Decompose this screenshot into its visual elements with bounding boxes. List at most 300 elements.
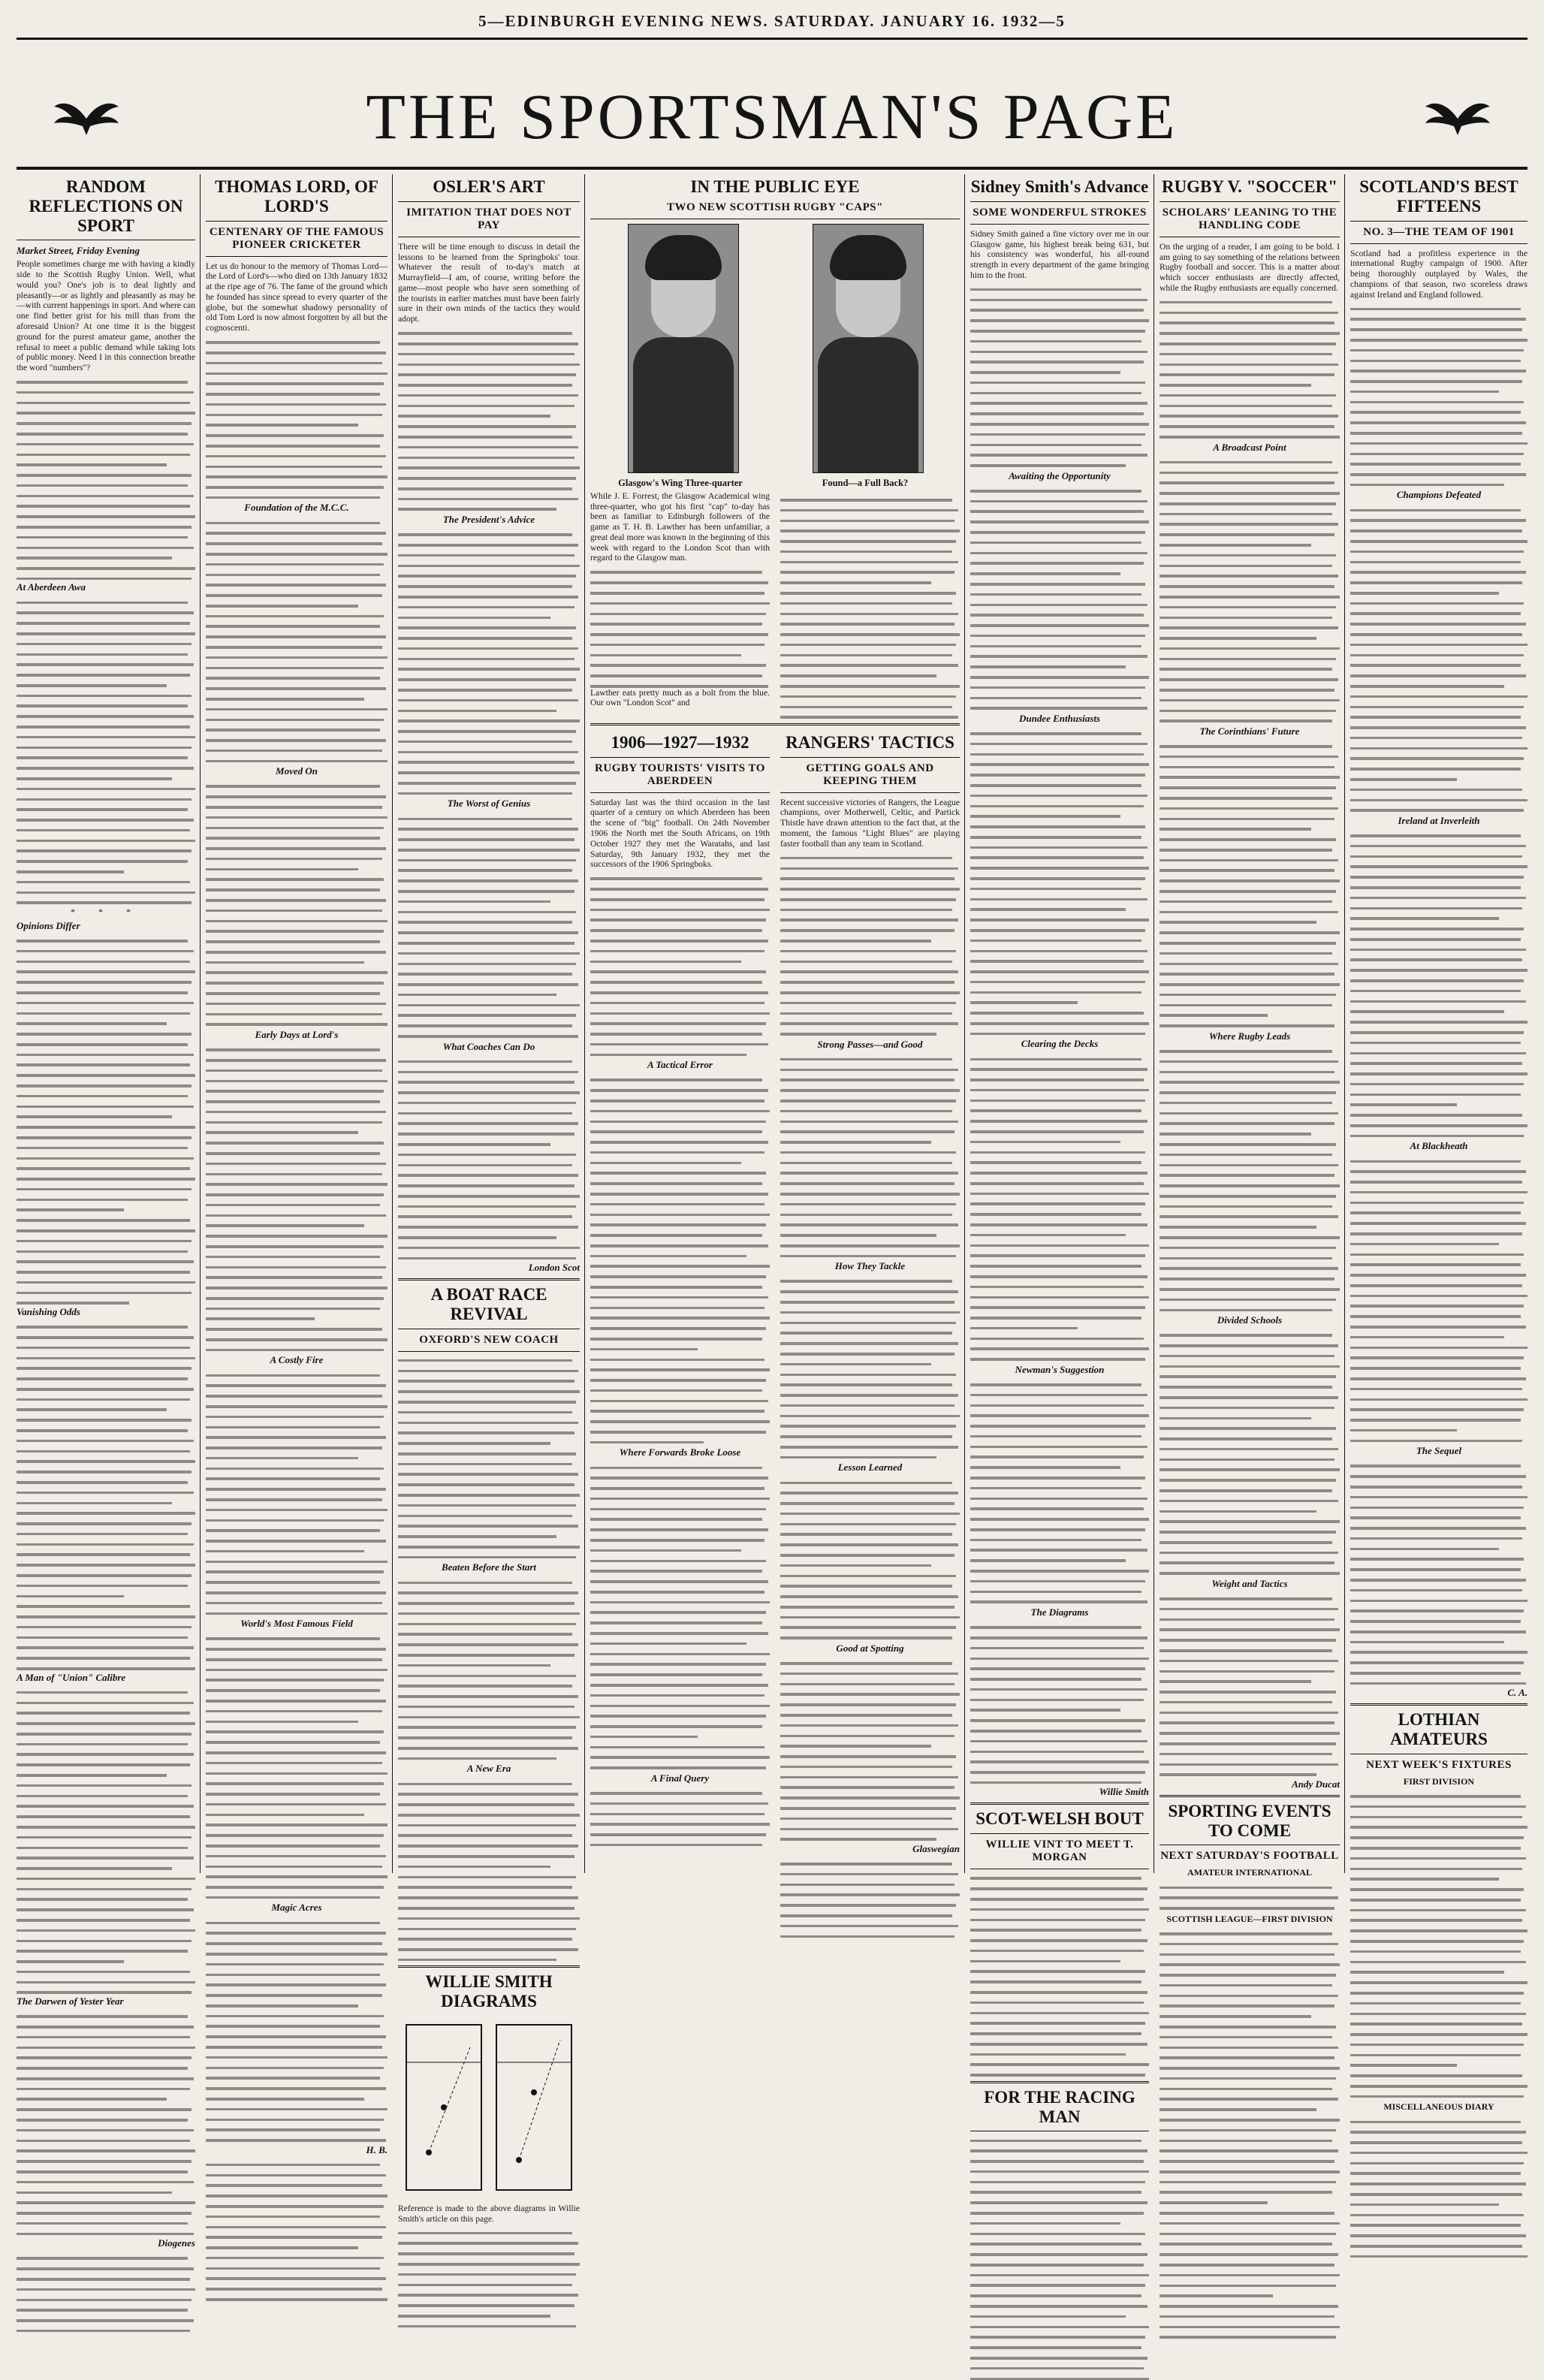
article-subhead: IMITATION THAT DOES NOT PAY	[398, 207, 580, 232]
text-line	[206, 951, 386, 954]
text-line	[970, 1667, 1145, 1670]
text-line	[206, 522, 380, 525]
text-line	[206, 687, 386, 690]
text-line	[206, 542, 382, 545]
text-line	[398, 1236, 556, 1239]
text-line	[206, 2004, 358, 2007]
text-line	[17, 2026, 194, 2029]
text-line	[1350, 2054, 1521, 2057]
text-line	[17, 2299, 191, 2302]
text-line	[1350, 1419, 1521, 1422]
text-line	[1350, 695, 1527, 698]
text-line	[590, 1705, 770, 1708]
text-line	[17, 2067, 188, 2070]
text-line	[398, 1716, 580, 1719]
text-line	[1350, 623, 1526, 626]
text-line	[206, 961, 364, 964]
text-line	[206, 382, 384, 385]
text-line	[1160, 1195, 1336, 1198]
text-line	[206, 393, 380, 396]
text-line	[1160, 353, 1332, 356]
text-line	[206, 2298, 388, 2301]
text-line	[1160, 2201, 1268, 2204]
text-line	[1160, 1174, 1334, 1177]
text-line	[590, 1193, 768, 1196]
text-line	[17, 695, 191, 698]
section-heading: Clearing the Decks	[970, 1038, 1149, 1050]
text-line	[398, 1938, 572, 1941]
text-line	[970, 1919, 1145, 1922]
text-line	[206, 2226, 386, 2229]
text-line	[780, 1151, 956, 1154]
text-line	[1160, 2108, 1316, 2111]
article-text	[206, 1637, 388, 1899]
text-line	[780, 1893, 960, 1896]
text-line	[206, 1349, 384, 1352]
text-line	[780, 1513, 960, 1516]
text-line	[1350, 1527, 1526, 1530]
text-line	[1160, 1257, 1332, 1260]
text-line	[17, 970, 195, 973]
text-line	[398, 1907, 574, 1910]
text-line	[17, 1302, 129, 1305]
text-line	[970, 774, 1145, 777]
text-line	[780, 1033, 936, 1036]
text-line	[780, 1172, 958, 1175]
text-line	[970, 392, 1141, 395]
text-line	[970, 2243, 1141, 2246]
text-line	[780, 1935, 954, 1938]
text-line	[970, 815, 1120, 818]
text-line	[1160, 994, 1336, 997]
text-line	[17, 961, 190, 964]
text-line	[206, 1529, 380, 1532]
section-heading: Weight and Tactics	[1160, 1578, 1340, 1590]
text-line	[17, 1199, 188, 1202]
text-line	[1160, 828, 1311, 831]
text-line	[970, 1699, 1144, 1702]
text-line	[206, 2119, 384, 2122]
text-line	[17, 578, 191, 581]
text-line	[1160, 606, 1336, 609]
text-line	[206, 1245, 384, 1248]
text-line	[206, 1059, 386, 1062]
text-line	[780, 1435, 952, 1438]
text-line	[780, 1585, 952, 1588]
text-line	[970, 1265, 1141, 1268]
text-line	[1160, 513, 1332, 516]
text-line	[970, 624, 1149, 627]
text-line	[17, 2119, 188, 2122]
text-line	[17, 1471, 191, 1474]
article-text	[206, 2164, 388, 2301]
text-line	[590, 1823, 770, 1826]
text-line	[590, 898, 764, 901]
text-line	[780, 1404, 954, 1407]
article-subhead: CENTENARY OF THE FAMOUS PIONEER CRICKETER	[206, 226, 388, 252]
text-line	[206, 563, 384, 566]
text-line	[970, 1234, 1126, 1237]
text-line	[780, 1162, 952, 1165]
text-line	[1350, 1537, 1522, 1540]
text-line	[398, 477, 576, 480]
text-line	[970, 2074, 1145, 2077]
text-line	[780, 520, 954, 523]
text-line	[17, 1063, 190, 1066]
text-line	[17, 1867, 172, 1870]
text-line	[206, 403, 386, 406]
article-text	[17, 381, 195, 580]
text-line	[970, 1591, 1141, 1594]
text-line	[206, 434, 384, 437]
text-line	[17, 1702, 194, 1705]
text-line	[1160, 1309, 1332, 1312]
text-line	[780, 1002, 956, 1005]
text-line	[398, 554, 574, 557]
article-text	[398, 1359, 580, 1558]
text-line	[1350, 1170, 1526, 1173]
text-line	[1160, 481, 1334, 484]
text-line	[1350, 949, 1526, 952]
text-line	[17, 1971, 190, 1974]
text-line	[970, 2264, 1144, 2267]
text-line	[780, 1745, 931, 1748]
text-line	[970, 1109, 1141, 1112]
text-line	[1160, 472, 1338, 475]
text-line	[1160, 963, 1338, 966]
text-line	[17, 2149, 195, 2152]
text-line	[590, 1539, 764, 1542]
text-line	[398, 1473, 578, 1476]
text-line	[780, 1383, 952, 1386]
text-line	[1350, 2182, 1526, 2185]
text-line	[780, 1606, 954, 1609]
text-line	[970, 1636, 1147, 1639]
text-line	[590, 602, 770, 605]
section-heading: A Man of "Union" Calibre	[17, 1672, 195, 1684]
text-line	[1160, 596, 1340, 599]
text-line	[970, 846, 1147, 849]
section-heading: Early Days at Lord's	[206, 1029, 388, 1041]
section-heading: Divided Schools	[1160, 1314, 1340, 1326]
text-line	[398, 1654, 574, 1657]
text-line	[590, 623, 762, 626]
text-line	[1350, 318, 1526, 321]
text-line	[398, 1494, 580, 1497]
article-text	[1160, 301, 1340, 439]
text-line	[1160, 2212, 1334, 2215]
text-line	[780, 1244, 960, 1247]
text-line	[1160, 2243, 1332, 2246]
text-line	[780, 1502, 954, 1505]
text-line	[17, 1450, 190, 1453]
text-line	[398, 457, 574, 460]
text-line	[970, 433, 1145, 436]
text-line	[1350, 1083, 1524, 1086]
text-line	[1160, 1763, 1338, 1766]
text-line	[1350, 391, 1499, 394]
text-line	[17, 1481, 188, 1484]
text-line	[780, 929, 954, 932]
text-line	[780, 695, 956, 698]
text-line	[206, 2015, 384, 2018]
text-line	[206, 847, 386, 850]
article-text	[398, 1060, 580, 1259]
text-line	[1160, 1344, 1338, 1347]
text-line	[398, 1463, 572, 1466]
text-line	[206, 584, 386, 587]
text-line	[780, 1130, 954, 1133]
text-line	[206, 2067, 384, 2070]
text-line	[590, 1580, 768, 1583]
text-line	[590, 633, 768, 636]
text-line	[206, 1669, 388, 1672]
text-line	[17, 1188, 191, 1191]
text-line	[970, 707, 1147, 710]
text-line	[206, 2046, 382, 2049]
text-line	[590, 970, 766, 973]
section-heading: The Corinthians' Future	[1160, 725, 1340, 738]
text-line	[970, 1970, 1145, 1973]
text-line	[206, 1581, 380, 1584]
text-line	[17, 1636, 188, 1639]
text-line	[17, 1991, 191, 1994]
text-line	[206, 1823, 388, 1826]
text-line	[590, 1420, 770, 1423]
text-line	[1350, 1160, 1521, 1163]
text-line	[780, 1022, 958, 1025]
text-line	[1160, 1060, 1338, 1063]
text-line	[1350, 876, 1524, 879]
text-line	[780, 1616, 960, 1619]
text-line	[970, 1100, 1145, 1103]
text-line	[970, 856, 1144, 859]
text-line	[206, 1875, 388, 1878]
text-line	[17, 1347, 190, 1350]
text-line	[780, 919, 958, 922]
folio-rule	[17, 38, 1527, 40]
text-line	[206, 646, 382, 649]
text-line	[780, 909, 952, 912]
text-line	[1160, 2140, 1332, 2143]
text-line	[970, 1549, 1147, 1552]
text-line	[206, 677, 380, 680]
text-line	[780, 1012, 952, 1015]
text-line	[17, 653, 188, 656]
text-line	[970, 371, 1120, 374]
text-line	[206, 909, 382, 912]
text-line	[398, 741, 572, 744]
article-text	[780, 1058, 960, 1257]
text-line	[590, 981, 762, 984]
text-line	[970, 2315, 1126, 2318]
text-line	[590, 1663, 766, 1666]
text-line	[17, 526, 191, 529]
text-line	[398, 1452, 576, 1455]
text-line	[1160, 1953, 1334, 1956]
text-line	[17, 1615, 195, 1618]
text-line	[1160, 756, 1338, 759]
text-line	[206, 1416, 384, 1419]
text-line	[398, 838, 574, 841]
text-line	[970, 490, 1141, 493]
text-line	[780, 991, 960, 994]
text-line	[970, 531, 1145, 534]
text-line	[1350, 1888, 1524, 1891]
text-line	[970, 1688, 1147, 1691]
text-line	[206, 982, 384, 985]
text-line	[780, 877, 954, 880]
text-line	[206, 1814, 364, 1817]
text-line	[398, 1876, 576, 1879]
text-line	[398, 1431, 574, 1434]
text-line	[398, 2252, 574, 2255]
text-line	[398, 719, 580, 722]
player-photos	[590, 224, 960, 487]
text-line	[1160, 1932, 1332, 1935]
text-line	[206, 1023, 388, 1026]
section-heading: The Darwen of Yester Year	[17, 1995, 195, 2007]
text-line	[1350, 1243, 1499, 1246]
text-line	[1160, 1468, 1340, 1471]
text-line	[398, 2273, 576, 2276]
text-line	[17, 2191, 172, 2194]
text-line	[398, 1380, 574, 1383]
text-line	[17, 2309, 188, 2312]
text-line	[206, 1983, 386, 1986]
article-text	[206, 1048, 388, 1351]
text-line	[1350, 1805, 1526, 1808]
text-line	[17, 515, 195, 518]
article-text	[206, 1374, 388, 1615]
text-line	[1160, 1396, 1338, 1399]
text-line	[17, 2160, 191, 2163]
text-line	[398, 1154, 576, 1157]
text-line	[206, 594, 382, 597]
text-line	[970, 1781, 1141, 1784]
text-line	[398, 921, 572, 924]
text-line	[780, 1374, 956, 1377]
text-line	[780, 623, 954, 626]
text-line	[1160, 502, 1336, 505]
text-line	[780, 1786, 954, 1789]
text-line	[970, 2233, 1145, 2236]
text-line	[1160, 1417, 1311, 1420]
text-line	[970, 402, 1147, 405]
text-line	[970, 382, 1145, 385]
text-line	[590, 1043, 768, 1046]
fixture-list	[1350, 2121, 1527, 2258]
text-line	[206, 2077, 380, 2080]
text-line	[1160, 1448, 1338, 1451]
fixture-heading: FIRST DIVISION	[1350, 1776, 1527, 1787]
text-line	[970, 1275, 1147, 1278]
text-line	[1350, 432, 1522, 435]
text-line	[1350, 1263, 1521, 1266]
text-line	[1160, 1277, 1334, 1280]
text-line	[206, 2087, 386, 2090]
text-line	[1160, 710, 1336, 713]
text-line	[970, 1347, 1149, 1350]
article-lead: While J. E. Forrest, the Glasgow Academical wing three-quarter, who got his first "cap" to-day has been as familiar to Edinburgh followers of the game as T. H. B. Lawther has been unfamiliar, a great deal more was known in the beginning of this week with regard to the London Scot than with regard to the Glasgow man.	[590, 491, 770, 563]
text-line	[970, 2274, 1149, 2277]
text-line	[1160, 2264, 1334, 2267]
text-line	[17, 2015, 188, 2018]
text-line	[1160, 1680, 1311, 1683]
text-line	[780, 888, 960, 891]
text-line	[1160, 1510, 1316, 1513]
text-line	[1350, 1600, 1527, 1603]
text-line	[17, 1398, 190, 1401]
text-line	[1160, 983, 1340, 986]
text-line	[780, 1904, 956, 1907]
text-line	[398, 1793, 578, 1796]
fixture-list	[1160, 1932, 1340, 2339]
text-line	[17, 2222, 188, 2225]
article-text	[780, 1280, 960, 1458]
text-line	[17, 1440, 194, 1443]
text-line	[970, 940, 1141, 943]
text-line	[590, 1151, 764, 1154]
snooker-diagrams	[398, 2017, 580, 2198]
text-line	[1160, 1753, 1332, 1756]
text-line	[1160, 1552, 1338, 1555]
text-line	[1350, 509, 1521, 512]
text-line	[1350, 2023, 1522, 2026]
text-line	[1160, 384, 1311, 387]
text-line	[1160, 1154, 1332, 1157]
text-line	[17, 1774, 167, 1777]
text-line	[1160, 1133, 1311, 1136]
text-line	[206, 2139, 386, 2142]
text-line	[970, 1991, 1147, 1994]
text-line	[590, 1012, 770, 1015]
text-line	[398, 394, 578, 397]
text-line	[398, 1515, 572, 1518]
article-headline: RANGERS' TACTICS	[780, 733, 960, 753]
text-line	[398, 1122, 578, 1125]
text-line	[970, 763, 1149, 766]
text-line	[1350, 2255, 1527, 2258]
text-line	[780, 1203, 956, 1206]
text-line	[970, 2012, 1149, 2015]
text-line	[206, 1637, 380, 1640]
text-line	[1160, 1164, 1338, 1167]
text-line	[1350, 1377, 1526, 1380]
text-line	[780, 1322, 956, 1325]
text-line	[398, 1504, 576, 1507]
player-portrait	[628, 224, 739, 473]
text-line	[17, 1940, 191, 1943]
text-line	[1350, 2214, 1524, 2217]
text-line	[970, 2284, 1145, 2287]
text-line	[590, 1002, 764, 1005]
text-line	[1160, 911, 1338, 914]
text-line	[17, 1408, 167, 1411]
text-line	[1350, 612, 1521, 615]
text-line	[17, 1743, 188, 1746]
text-line	[1160, 523, 1338, 526]
text-line	[206, 1328, 382, 1331]
text-line	[1160, 1014, 1268, 1017]
text-line	[970, 665, 1126, 668]
text-line	[398, 1556, 576, 1559]
text-line	[590, 1022, 766, 1025]
player-portrait	[813, 224, 924, 473]
text-line	[17, 2212, 191, 2215]
text-line	[206, 1762, 382, 1765]
text-line	[398, 689, 572, 692]
